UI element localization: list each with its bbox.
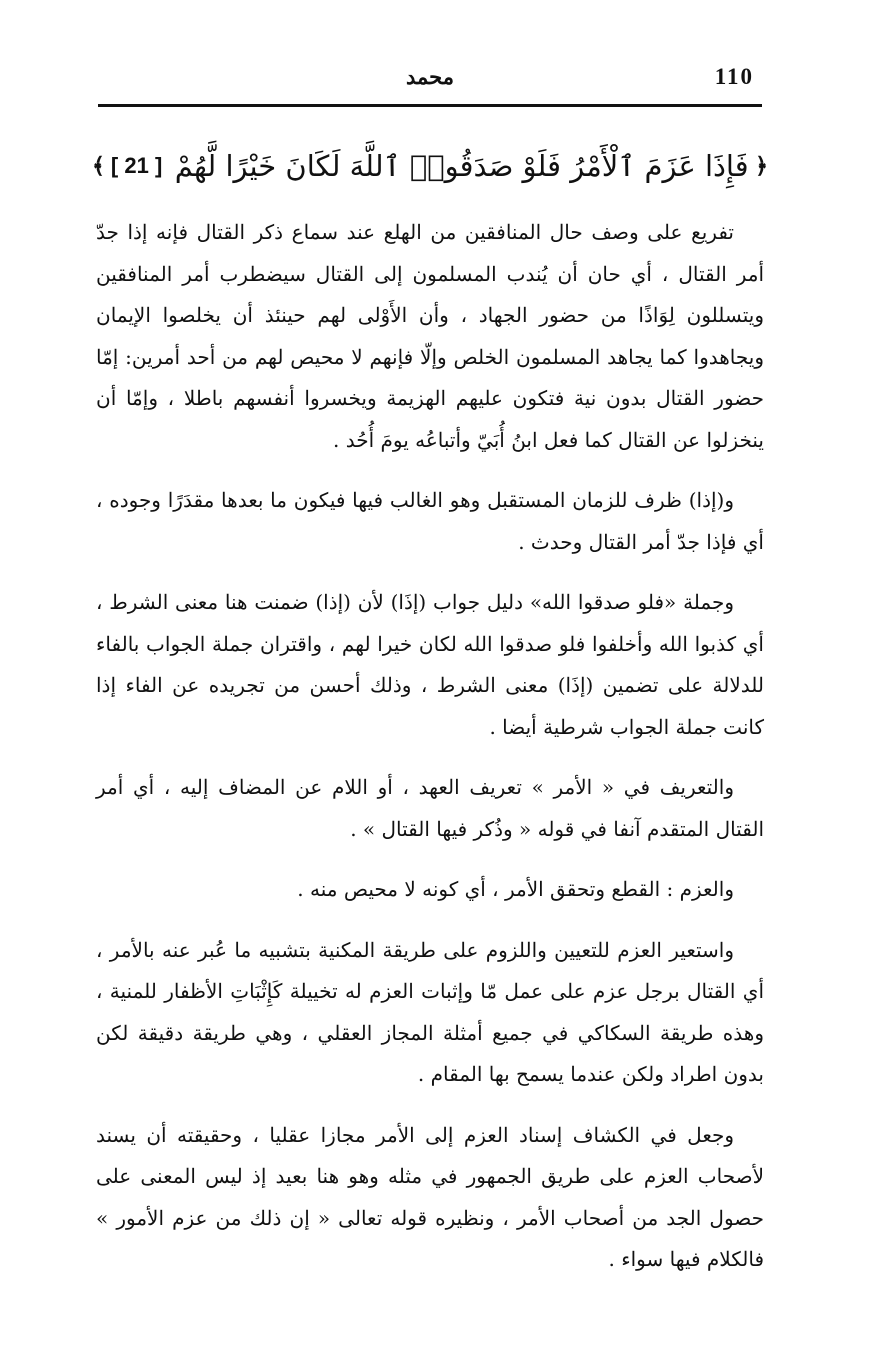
paragraph: و(إذا) ظرف للزمان المستقبل وهو الغالب فيها فيكون ما بعدها مقدَرًا وجوده ، أي فإذا جدّ أمر القتال وحدث . xyxy=(96,488,764,554)
paragraph: واستعير العزم للتعيين واللزوم على طريقة المكنية بتشبيه ما عُبر عنه بالأمر ، أي القتال برجل عزم على عمل مّا وإثبات العزم له تخييلة كَإِثْبَاتِ الأظفار للمنية ، وهذه طريقة السكاكي في جميع أمثلة المجاز العقلي ، وهي طريقة دقيقة لكن بدون اطراد ولكن عندما يسمح بها المقام . xyxy=(96,937,764,1086)
paragraph: تفريع على وصف حال المنافقين من الهلع عند سماع ذكر القتال فإنه إذا جدّ أمر القتال ، أي حان أن يُندب المسلمون إلى القتال سيضطرب أمر المنافقين ويتسللون لِوَاذًا من حضور الجهاد ، وأن الأَوْلى لهم حينئذ أن يخلصوا الإيمان ويجاهدوا كما يجاهد المسلمون الخلص وإلّا فإنهم لا محيص لهم من أحد أمرين: إمّا حضور القتال بدون نية فتكون عليهم الهزيمة ويخسروا أنفسهم باطلا ، وإمّا أن ينخزلوا عن القتال كما فعل ابنُ أُبَيّ وأتباعُه يومَ أُحُد . xyxy=(96,220,764,452)
verse-ornament-right: ﴿ xyxy=(755,153,768,179)
paragraph: والعزم : القطع وتحقق الأمر ، أي كونه لا محيص منه . xyxy=(297,877,734,901)
page-number: 110 xyxy=(714,64,754,89)
verse-text: فَإِذَا عَزَمَ ٱلْأَمْرُ فَلَوْ صَدَقُوا۟ ٱللَّهَ لَكَانَ خَيْرًا لَّهُمْ xyxy=(174,149,749,183)
paragraph: وجملة «فلو صدقوا الله» دليل جواب (إذَا) لأن (إذا) ضمنت هنا معنى الشرط ، أي كذبوا الله وأخلفوا فلو صدقوا الله لكان خيرا لهم ، واقتران جملة الجواب بالفاء للدلالة على تضمين (إذَا) معنى الشرط ، وذلك أحسن من تجريده عن الفاء إذا كانت جملة الجواب شرطية أيضا . xyxy=(96,590,764,739)
verse-number: [ 21 ] xyxy=(110,153,163,178)
commentary-body xyxy=(96,212,764,1300)
page-header xyxy=(98,56,762,106)
verse-ornament-left: ﴾ xyxy=(92,153,105,179)
running-title: محمد xyxy=(406,64,454,89)
paragraph: وجعل في الكشاف إسناد العزم إلى الأمر مجازا عقليا ، وحقيقته أن يسند لأصحاب العزم على طريق الجمهور في مثله وهو هنا بعيد إذ ليس المعنى على حصول الجد من أصحاب الأمر ، ونظيره قوله تعالى « إن ذلك من عزم الأمور » فالكلام فيها سواء . xyxy=(96,1122,764,1271)
quran-verse xyxy=(92,138,768,194)
header-rule xyxy=(98,104,762,107)
paragraph: والتعريف في « الأمر » تعريف العهد ، أو اللام عن المضاف إليه ، أي أمر القتال المتقدم آنفا في قوله « وذُكر فيها القتال » . xyxy=(96,775,764,841)
